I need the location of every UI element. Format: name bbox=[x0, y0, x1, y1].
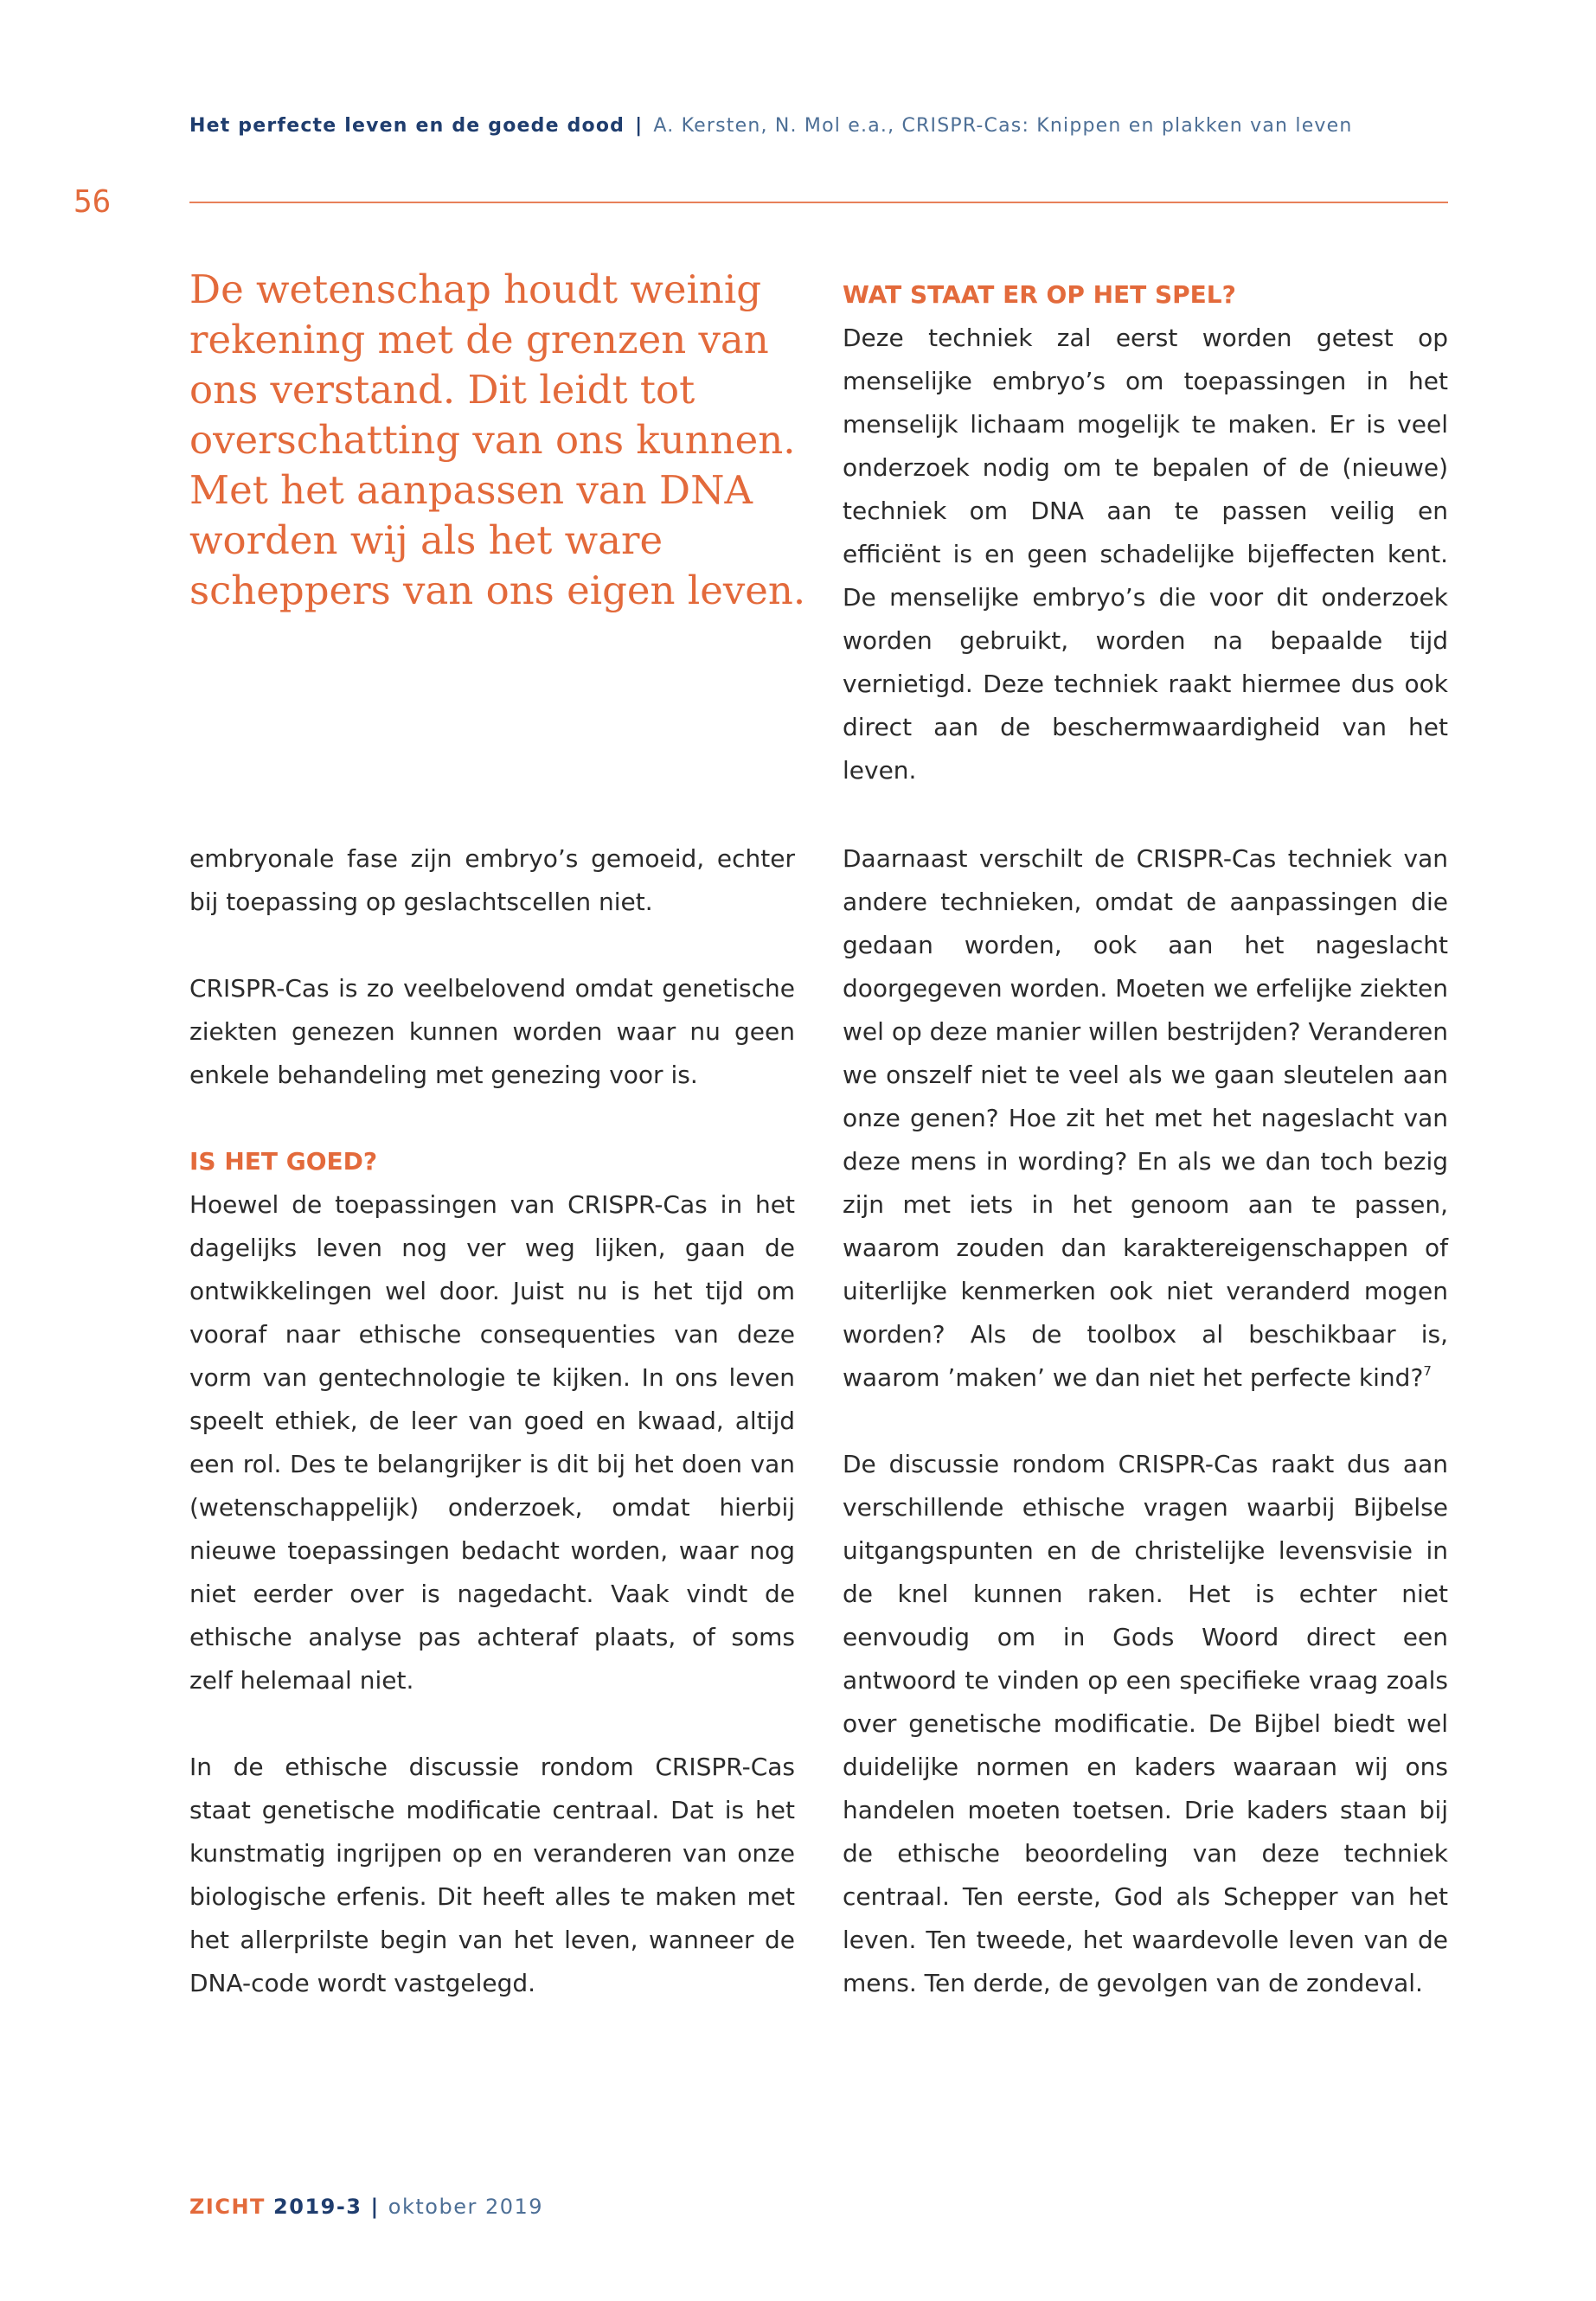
pull-quote: De wetenschap houdt weinig rekening met de grenzen van ons verstand. Dit leidt tot overschatting van ons kunnen. Met het aanpassen van DNA worden wij als het ware scheppers van ons eigen leven. bbox=[189, 266, 806, 613]
footer-separator: | bbox=[370, 2195, 380, 2219]
article-reference: A. Kersten, N. Mol e.a., CRISPR-Cas: Knippen en plakken van leven bbox=[653, 115, 1353, 137]
page-footer bbox=[189, 2191, 543, 2222]
body-paragraph: embryonale fase zijn embryo’s gemoeid, echter bij toepassing op geslachtscellen niet. bbox=[189, 844, 795, 916]
running-header bbox=[189, 111, 1353, 142]
body-paragraph: In de ethische discussie rondom CRISPR-Cas staat genetische modificatie centraal. Dat is het kunstmatig ingrijpen op en veranderen van onze biologische erfenis. Dit heeft alles te maken met het allerprilste begin van het leven, wanneer de DNA-code wordt vastgelegd. bbox=[189, 1753, 795, 1997]
section-heading-is-het-goed: IS HET GOED? bbox=[189, 1147, 378, 1176]
footnote-marker[interactable]: 7 bbox=[1423, 1363, 1432, 1379]
section-heading-wat-staat-er-op-het-spel: WAT STAAT ER OP HET SPEL? bbox=[843, 280, 1236, 309]
issue-number: 2019-3 bbox=[273, 2195, 362, 2219]
paragraph-text: Daarnaast verschilt de CRISPR-Cas techniek van andere technieken, omdat de aanpassingen die gedaan worden, ook aan het nageslacht doorgegeven worden. Moeten we erfelijke ziekten wel op deze manier willen bestrijden? Veranderen we onszelf niet te veel als we gaan sleutelen aan onze genen? Hoe zit het met het nageslacht van deze mens in wording? En als we dan toch bezig zijn met iets in het genoom aan te passen, waarom zouden dan karaktereigenschappen of uiterlijke kenmerken ook niet veranderd mogen worden? Als de toolbox al beschikbaar is, waarom ’maken’ we dan niet het perfecte kind? bbox=[843, 844, 1448, 1392]
left-column bbox=[189, 837, 795, 2005]
header-rule bbox=[189, 202, 1448, 203]
journal-title: Het perfecte leven en de goede dood bbox=[189, 115, 625, 137]
page-number: 56 bbox=[74, 184, 112, 220]
header-separator: | bbox=[635, 115, 644, 137]
issue-date: oktober 2019 bbox=[388, 2195, 544, 2219]
body-paragraph: Deze techniek zal eerst worden getest op menselijke embryo’s om toepassingen in het menselijk lichaam mogelijk te maken. Er is veel onderzoek nodig om te bepalen of de (nieuwe) techniek om DNA aan te passen veilig en efficiënt is en geen schadelijke bijeffecten kent. De menselijke embryo’s die voor dit onderzoek worden gebruikt, worden na bepaalde tijd vernietigd. Deze techniek raakt hiermee dus ook direct aan de beschermwaardigheid van het leven. bbox=[843, 324, 1448, 785]
body-paragraph: Hoewel de toepassingen van CRISPR-Cas in het dagelijks leven nog ver weg lijken, gaan de ontwikkelingen wel door. Juist nu is het tijd om vooraf naar ethische consequenties van deze vorm van gentechnologie te kijken. In ons leven speelt ethiek, de leer van goed en kwaad, altijd een rol. Des te belangrijker is dit bij het doen van (wetenschappelijk) onderzoek, omdat hierbij nieuwe toepassingen bedacht worden, waar nog niet eerder over is nagedacht. Vaak vindt de ethische analyse pas achteraf plaats, of soms zelf helemaal niet. bbox=[189, 1190, 795, 1695]
body-paragraph: De discussie rondom CRISPR-Cas raakt dus aan verschillende ethische vragen waarbij Bijbelse uitgangspunten en de christelijke levensvisie in de knel kunnen raken. Het is echter niet eenvoudig om in Gods Woord direct een antwoord te vinden op een specifieke vraag zoals over genetische modificatie. De Bijbel biedt wel duidelijke normen en kaders waaraan wij ons handelen moeten toetsen. Drie kaders staan bij de ethische beoordeling van deze techniek centraal. Ten eerste, God als Schepper van het leven. Ten tweede, het waardevolle leven van de mens. Ten derde, de gevolgen van de zondeval. bbox=[843, 1450, 1448, 1997]
right-column bbox=[843, 837, 1448, 2005]
body-paragraph: CRISPR-Cas is zo veelbelovend omdat genetische ziekten genezen kunnen worden waar nu geen enkele behandeling met genezing voor is. bbox=[189, 974, 795, 1089]
right-top-column bbox=[843, 273, 1448, 792]
body-paragraph bbox=[843, 837, 1448, 1400]
magazine-brand: ZICHT bbox=[189, 2195, 266, 2219]
